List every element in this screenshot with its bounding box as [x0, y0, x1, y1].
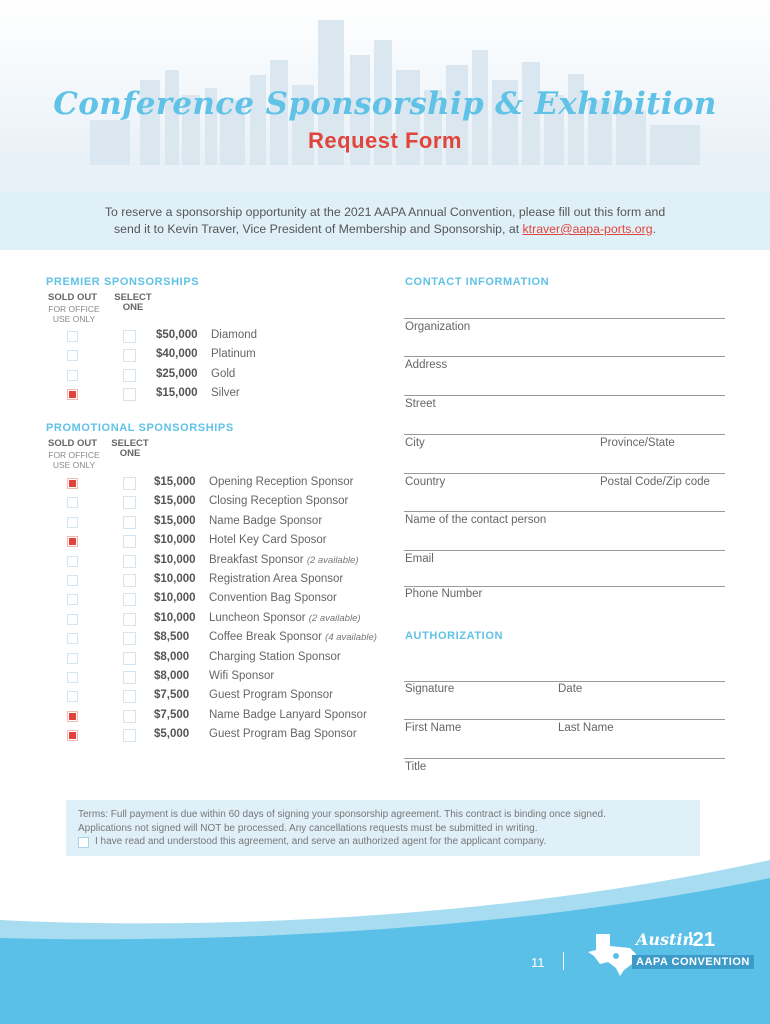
- select-one-header: SELECT ONE: [114, 292, 152, 313]
- premier-item-name: Gold: [211, 367, 236, 380]
- first-name-label: First Name: [405, 722, 462, 734]
- promo-item-name: Breakfast Sponsor (2 available): [209, 553, 359, 566]
- promo-item-sold-out-box: [67, 614, 78, 625]
- promo-item-name: Opening Reception Sponsor: [209, 476, 354, 488]
- promo-item-select-checkbox[interactable]: [123, 535, 136, 548]
- street-label: Street: [405, 398, 436, 410]
- promo-item-sold-out-box: [67, 653, 78, 664]
- contact-section-title: CONTACT INFORMATION: [405, 276, 550, 288]
- promo-item-price: $15,000: [154, 514, 196, 527]
- page-number: 11: [531, 955, 545, 970]
- terms-line-1: Terms: Full payment is due within 60 days of signing your sponsorship agreement. This contract is binding once signed.: [78, 809, 606, 820]
- email-label: Email: [405, 553, 434, 565]
- organization-field[interactable]: [404, 318, 725, 319]
- promo-item-sold-out-box: [67, 536, 78, 547]
- premier-item-select-checkbox[interactable]: [123, 330, 136, 343]
- premier-item-price: $50,000: [156, 329, 198, 341]
- promo-item-select-checkbox[interactable]: [123, 593, 136, 606]
- phone-field[interactable]: [404, 586, 725, 587]
- promo-item-availability-note: (4 available): [325, 632, 377, 644]
- promo-item-select-checkbox[interactable]: [123, 652, 136, 665]
- promo-item-availability-note: (2 available): [306, 554, 359, 566]
- promo-item-name: Closing Reception Sponsor: [209, 495, 349, 508]
- premier-item-name: Platinum: [211, 348, 256, 361]
- last-name-label: Last Name: [558, 722, 614, 734]
- promo-item-select-checkbox[interactable]: [123, 555, 136, 568]
- logo-year: '21: [688, 929, 716, 951]
- promo-item-sold-out-box: [67, 711, 78, 722]
- promo-item-name: Registration Area Sponsor: [209, 573, 344, 585]
- promo-item-sold-out-box: [67, 517, 78, 528]
- intro-line-2: send it to Kevin Traver, Vice President of Membership and Sponsorship, at: [114, 222, 523, 236]
- premier-item-price: $25,000: [156, 367, 198, 380]
- promo-item-name: Convention Bag Sponsor: [209, 592, 337, 605]
- form-title: Request Form: [308, 128, 462, 153]
- promo-item-select-checkbox[interactable]: [123, 690, 136, 703]
- signature-field[interactable]: [404, 681, 725, 682]
- premier-item-price: $40,000: [156, 348, 198, 361]
- premier-item-select-checkbox[interactable]: [123, 369, 136, 382]
- promo-item-sold-out-box: [67, 672, 78, 683]
- premier-item-name: Silver: [211, 387, 240, 400]
- premier-item-select-checkbox[interactable]: [123, 388, 136, 401]
- contact-person-label: Name of the contact person: [405, 514, 547, 526]
- promo-item-select-checkbox[interactable]: [123, 574, 136, 587]
- promo-item-price: $8,000: [154, 670, 190, 682]
- promo-item-price: $8,500: [154, 631, 190, 644]
- promo-item-select-checkbox[interactable]: [123, 632, 136, 645]
- promo-item-select-checkbox[interactable]: [123, 671, 136, 684]
- promo-item-availability-note: (2 available): [308, 612, 361, 624]
- promo-item-select-checkbox[interactable]: [123, 710, 136, 723]
- promo-item-price: $10,000: [154, 611, 196, 624]
- premier-item-sold-out-box: [67, 331, 78, 342]
- city-field[interactable]: [404, 434, 725, 435]
- promo-item-select-checkbox[interactable]: [123, 516, 136, 529]
- select-one-header-2: SELECT ONE: [111, 438, 149, 459]
- organization-label: Organization: [405, 321, 471, 333]
- promo-item-name: Charging Station Sponsor: [209, 650, 341, 663]
- footer-divider: [563, 952, 564, 970]
- promo-item-name: Luncheon Sponsor (2 available): [209, 611, 361, 624]
- street-field[interactable]: [404, 395, 725, 396]
- promo-item-name: Coffee Break Sponsor (4 available): [209, 631, 377, 644]
- agree-checkbox[interactable]: [78, 837, 89, 848]
- signature-label: Signature: [405, 683, 455, 695]
- name-field[interactable]: [404, 719, 725, 720]
- office-use-note: FOR OFFICE USE ONLY: [48, 304, 100, 324]
- terms-text: [78, 808, 698, 836]
- promo-item-sold-out-box: [67, 594, 78, 605]
- promo-item-price: $10,000: [154, 534, 196, 547]
- agree-label: I have read and understood this agreement, and serve an authorized agent for the applicant company.: [95, 836, 547, 847]
- promo-item-select-checkbox[interactable]: [123, 477, 136, 490]
- promo-item-sold-out-box: [67, 730, 78, 741]
- promo-item-sold-out-box: [67, 478, 78, 489]
- intro-text: [40, 204, 730, 238]
- promo-item-price: $15,000: [154, 495, 196, 508]
- email-field[interactable]: [404, 550, 725, 551]
- promo-item-price: $10,000: [154, 592, 196, 605]
- promo-item-sold-out-box: [67, 575, 78, 586]
- authorization-section-title: AUTHORIZATION: [405, 630, 504, 642]
- promo-item-price: $10,000: [154, 573, 196, 585]
- title-label: Title: [405, 761, 427, 773]
- logo-city: Austin: [636, 930, 695, 949]
- sold-out-header: SOLD OUT: [48, 292, 98, 303]
- contact-person-field[interactable]: [404, 511, 725, 512]
- promo-item-name: Wifi Sponsor: [209, 670, 275, 682]
- promo-item-price: $7,500: [154, 689, 190, 702]
- sold-out-header-2: SOLD OUT: [48, 438, 98, 449]
- phone-label: Phone Number: [405, 588, 483, 600]
- postal-label: Postal Code/Zip code: [600, 476, 710, 488]
- office-use-note-2: FOR OFFICE USE ONLY: [48, 450, 100, 470]
- promo-item-name: Guest Program Sponsor: [209, 689, 334, 702]
- province-label: Province/State: [600, 437, 675, 449]
- terms-line-2: Applications not signed will NOT be processed. Any cancellations requests must be submitted in writing.: [78, 823, 538, 834]
- promo-item-name: Hotel Key Card Sposor: [209, 534, 327, 547]
- premier-item-price: $15,000: [156, 387, 198, 400]
- promotional-section-title: PROMOTIONAL SPONSORSHIPS: [46, 422, 234, 434]
- promo-item-price: $5,000: [154, 728, 190, 741]
- date-label: Date: [558, 683, 583, 695]
- promo-item-sold-out-box: [67, 633, 78, 644]
- promo-item-sold-out-box: [67, 691, 78, 702]
- address-label: Address: [405, 359, 448, 371]
- promo-item-price: $10,000: [154, 553, 196, 566]
- country-field[interactable]: [404, 473, 725, 474]
- promo-item-price: $8,000: [154, 650, 190, 663]
- intro-line-1: To reserve a sponsorship opportunity at the 2021 AAPA Annual Convention, please fill out this form and: [104, 205, 666, 219]
- premier-item-select-checkbox[interactable]: [123, 349, 136, 362]
- promo-item-name: Name Badge Lanyard Sponsor: [209, 708, 367, 721]
- promo-item-name: Name Badge Sponsor: [209, 514, 323, 527]
- premier-item-name: Diamond: [211, 329, 258, 341]
- premier-item-sold-out-box: [67, 389, 78, 400]
- promo-item-price: $7,500: [154, 708, 190, 721]
- email-link[interactable]: ktraver@aapa-ports.org: [522, 222, 653, 236]
- premier-item-sold-out-box: [67, 370, 78, 381]
- promo-item-price: $15,000: [154, 476, 196, 488]
- promo-item-name: Guest Program Bag Sponsor: [209, 728, 357, 741]
- form-title-script: Conference Sponsorship & Exhibition: [53, 86, 717, 122]
- premier-item-sold-out-box: [67, 350, 78, 361]
- city-label: City: [405, 437, 425, 449]
- logo-convention: AAPA CONVENTION: [632, 955, 754, 969]
- country-label: Country: [405, 476, 446, 488]
- title-field[interactable]: [404, 758, 725, 759]
- premier-section-title: PREMIER SPONSORSHIPS: [46, 276, 200, 288]
- promo-item-select-checkbox[interactable]: [123, 729, 136, 742]
- promo-item-select-checkbox[interactable]: [123, 613, 136, 626]
- promo-item-select-checkbox[interactable]: [123, 496, 136, 509]
- promo-item-sold-out-box: [67, 556, 78, 567]
- promo-item-sold-out-box: [67, 497, 78, 508]
- intro-line-2-end: .: [652, 222, 656, 236]
- address-field[interactable]: [404, 356, 725, 357]
